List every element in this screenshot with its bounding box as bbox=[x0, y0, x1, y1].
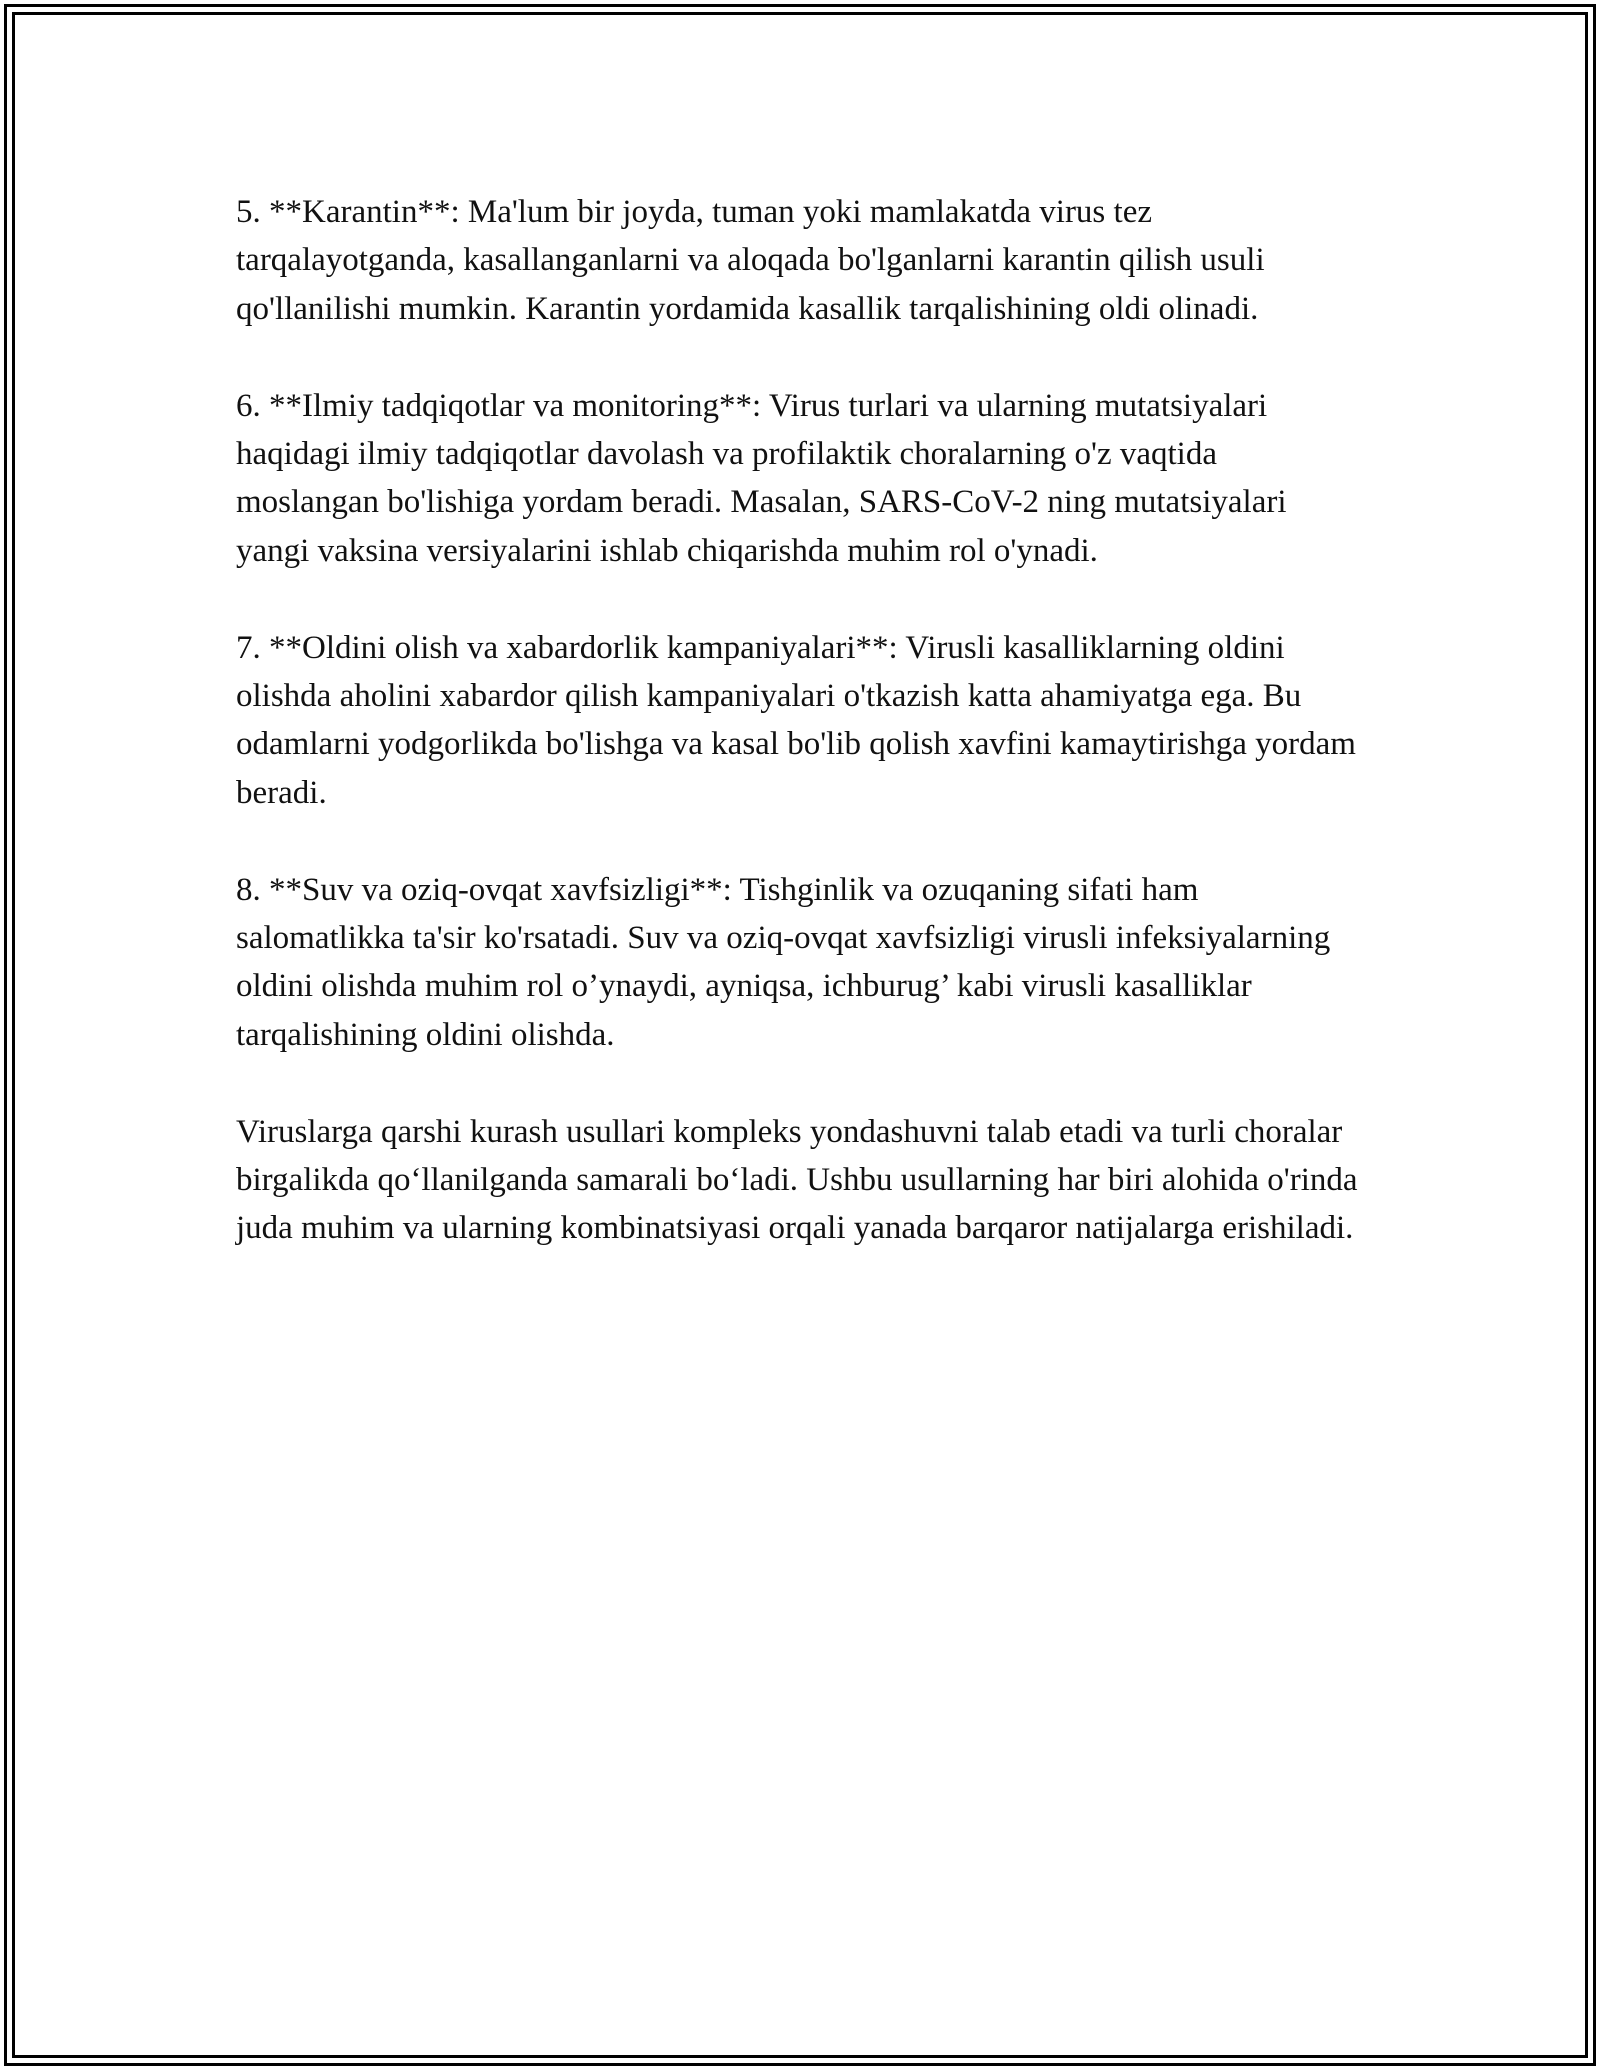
paragraph-karantin: 5. **Karantin**: Ma'lum bir joyda, tuman yoki mamlakatda virus tez tarqalayotganda, kasallanganlarni va aloqada bo'lganlarni karantin qilish usuli qo'llanilishi mumkin. Karantin yordamida kasallik tarqalishining oldi olinadi. bbox=[236, 194, 1265, 327]
paragraph-ilmiy-tadqiqotlar: 6. **Ilmiy tadqiqotlar va monitoring**: Virus turlari va ularning mutatsiyalari haqidagi ilmiy tadqiqotlar davolash va profilaktik choralarning o'z vaqtida moslangan bo'lishiga yordam beradi. Masalan, SARS-CoV-2 ning mutatsiyalari yangi vaksina versiyalarini ishlab chiqarishda muhim rol o'ynadi. bbox=[236, 387, 1287, 569]
document-body bbox=[236, 188, 1366, 1253]
paragraph-oldini-olish: 7. **Oldini olish va xabardorlik kampaniyalari**: Virusli kasalliklarning oldini olishda aholini xabardor qilish kampaniyalari o'tkazish katta ahamiyatga ega. Bu odamlarni yodgorlikda bo'lishga va kasal bo'lib qolish xavfini kamaytirishga yordam beradi. bbox=[236, 629, 1356, 811]
paragraph-conclusion: Viruslarga qarshi kurash usullari kompleks yondashuvni talab etadi va turli choralar birgalikda qo‘llanilganda samarali bo‘ladi. Ushbu usullarning har biri alohida o'rinda juda muhim va ularning kombinatsiyasi orqali yanada barqaror natijalarga erishiladi. bbox=[236, 1113, 1358, 1247]
paragraph-suv-oziq-ovqat: 8. **Suv va oziq-ovqat xavfsizligi**: Tishginlik va ozuqaning sifati ham salomatlikka ta'sir ko'rsatadi. Suv va oziq-ovqat xavfsizligi virusli infeksiyalarning oldini olishda muhim rol o’ynaydi, ayniqsa, ichburug’ kabi virusli kasalliklar tarqalishining oldini olishda. bbox=[236, 871, 1331, 1053]
